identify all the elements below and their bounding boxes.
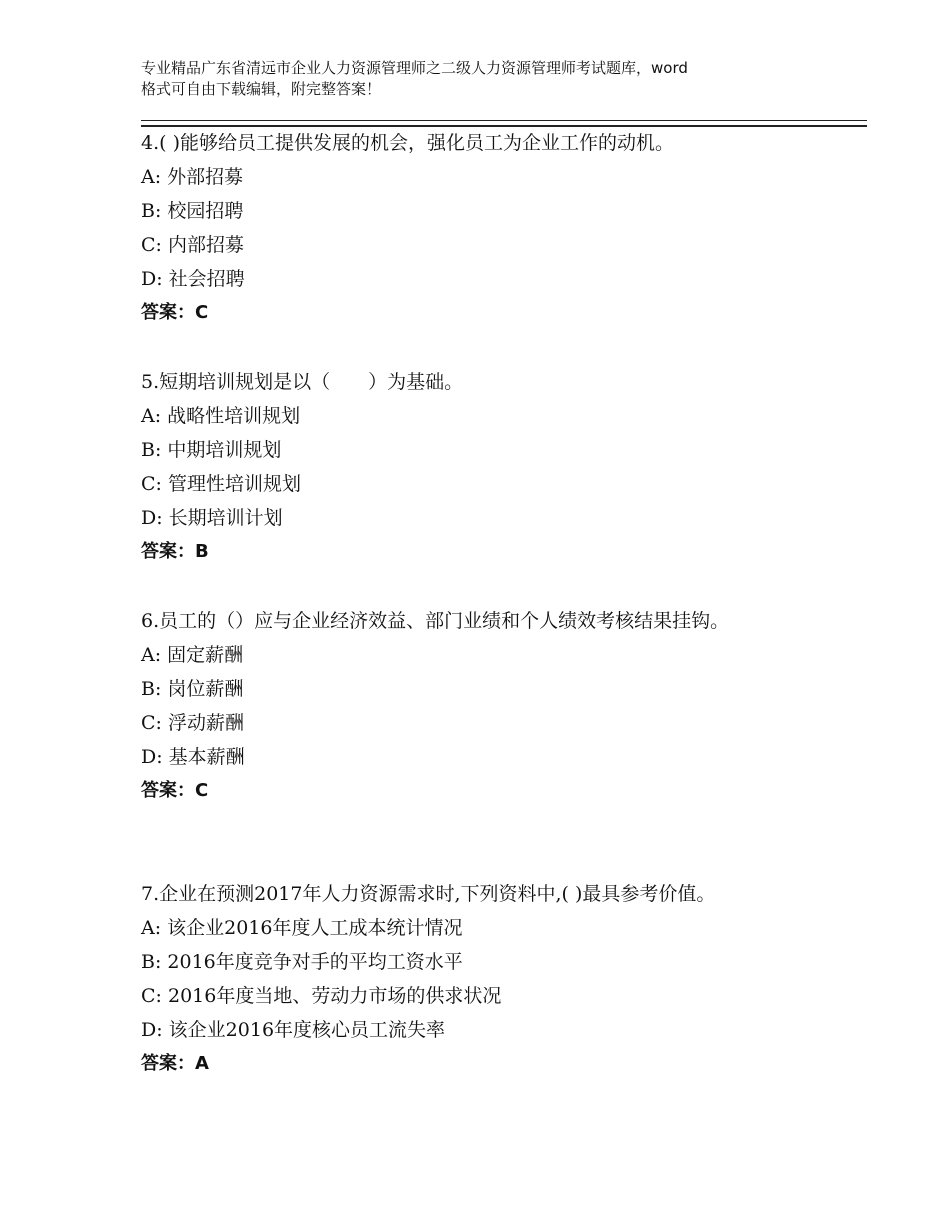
option-c: C: 浮动薪酬 bbox=[141, 712, 244, 734]
option-d: D: 基本薪酬 bbox=[141, 746, 245, 768]
answer: 答案：A bbox=[141, 1053, 209, 1074]
question-6 bbox=[141, 604, 781, 808]
option-d: D: 社会招聘 bbox=[141, 268, 245, 290]
option-a: A: 外部招募 bbox=[141, 166, 244, 188]
option-c: C: 内部招募 bbox=[141, 234, 244, 256]
question-stem: 5.短期培训规划是以（ ）为基础。 bbox=[141, 371, 464, 393]
option-a: A: 固定薪酬 bbox=[141, 644, 244, 666]
option-d: D: 该企业2016年度核心员工流失率 bbox=[141, 1019, 446, 1041]
header-line-1: 专业精品广东省清远市企业人力资源管理师之二级人力资源管理师考试题库，word bbox=[141, 59, 688, 77]
option-a: A: 该企业2016年度人工成本统计情况 bbox=[141, 917, 463, 939]
option-c: C: 管理性培训规划 bbox=[141, 473, 301, 495]
question-4 bbox=[141, 126, 781, 330]
answer: 答案：B bbox=[141, 541, 209, 562]
answer: 答案：C bbox=[141, 302, 209, 323]
question-stem: 4.( )能够给员工提供发展的机会，强化员工为企业工作的动机。 bbox=[141, 132, 674, 154]
question-7 bbox=[141, 877, 781, 1081]
option-b: B: 2016年度竞争对手的平均工资水平 bbox=[141, 951, 463, 973]
option-b: B: 岗位薪酬 bbox=[141, 678, 244, 700]
question-stem: 6.员工的（）应与企业经济效益、部门业绩和个人绩效考核结果挂钩。 bbox=[141, 610, 730, 632]
header-line-2: 格式可自由下载编辑，附完整答案！ bbox=[141, 80, 382, 98]
option-b: B: 校园招聘 bbox=[141, 200, 244, 222]
answer: 答案：C bbox=[141, 780, 209, 801]
question-stem: 7.企业在预测2017年人力资源需求时,下列资料中,( )最具参考价值。 bbox=[141, 883, 716, 905]
option-a: A: 战略性培训规划 bbox=[141, 405, 301, 427]
question-5 bbox=[141, 365, 781, 569]
option-b: B: 中期培训规划 bbox=[141, 439, 282, 461]
document-header bbox=[141, 58, 831, 100]
option-d: D: 长期培训计划 bbox=[141, 507, 283, 529]
option-c: C: 2016年度当地、劳动力市场的供求状况 bbox=[141, 985, 502, 1007]
